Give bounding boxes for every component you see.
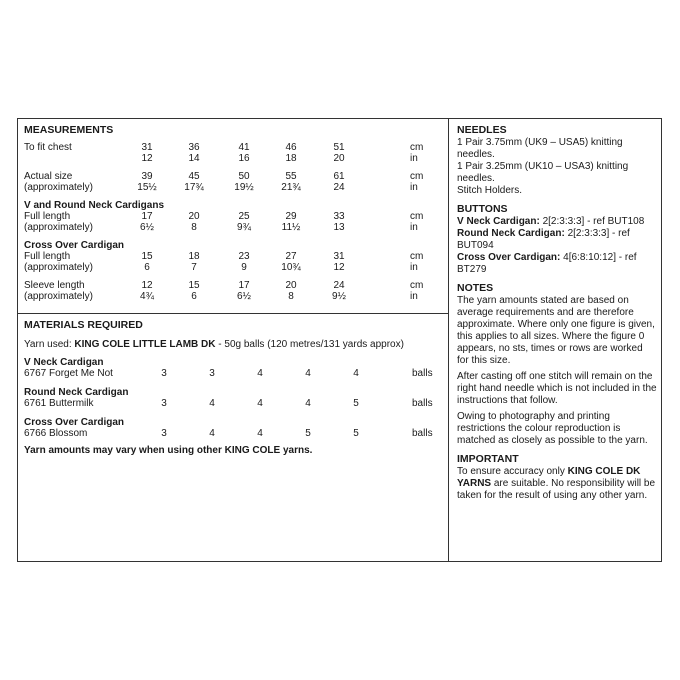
measurement-label: (approximately): [24, 182, 93, 193]
measurement-value: 25: [238, 211, 250, 222]
material-quantity: 4: [353, 368, 359, 379]
measurement-value: 24: [333, 280, 345, 291]
button-item-detail: 4[6:8:10:12] - ref BT279: [457, 252, 637, 275]
measurements-subheading: Cross Over Cardigan: [24, 240, 125, 251]
measurement-row: [24, 153, 444, 165]
button-item-round-neck: [457, 228, 657, 252]
material-quantity: 5: [353, 428, 359, 439]
measurement-value: 17: [238, 280, 250, 291]
measurement-row: [24, 142, 444, 154]
measurement-label: To fit chest: [24, 142, 72, 153]
measurement-value: 8: [191, 222, 197, 233]
measurement-row: [24, 262, 444, 274]
yarn-used-prefix: Yarn used:: [24, 339, 75, 350]
material-shade: 6761 Buttermilk: [24, 398, 94, 409]
material-quantity: 5: [353, 398, 359, 409]
measurement-value: 15½: [137, 182, 157, 193]
materials-heading: MATERIALS REQUIRED: [24, 319, 143, 331]
measurement-value: 46: [285, 142, 297, 153]
button-item-detail: 2[2:3:3:3] - ref BUT108: [539, 216, 645, 227]
measurement-unit: cm: [410, 142, 424, 153]
measurement-value: 20: [285, 280, 297, 291]
material-row: [24, 398, 444, 410]
measurement-unit: cm: [410, 280, 424, 291]
material-quantity: 3: [209, 368, 215, 379]
measurement-unit: in: [410, 222, 418, 233]
measurement-label: Full length: [24, 251, 71, 262]
button-item-name: V Neck Cardigan:: [457, 216, 540, 227]
important-bold: KING COLE DK YARNS: [457, 466, 641, 489]
notes-paragraph-2: After casting off one stitch will remain on the right hand needle which is not included in the instructions that follow.: [457, 371, 657, 406]
measurement-value: 9: [241, 262, 247, 273]
measurement-value: 18: [188, 251, 200, 262]
measurement-row: [24, 222, 444, 234]
button-item-v-neck: [457, 216, 657, 228]
measurement-value: 4¾: [140, 291, 154, 302]
measurement-value: 15: [141, 251, 153, 262]
measurement-row: [24, 182, 444, 194]
material-quantity: 4: [305, 368, 311, 379]
measurements-heading: MEASUREMENTS: [24, 124, 114, 136]
measurement-value: 6½: [237, 291, 251, 302]
important-section: [457, 453, 657, 502]
needles-heading: NEEDLES: [457, 124, 507, 136]
yarn-used-suffix: - 50g balls (120 metres/131 yards approx): [215, 339, 404, 350]
material-quantity: 4: [257, 368, 263, 379]
column-divider: [448, 119, 449, 561]
measurement-value: 36: [188, 142, 200, 153]
measurement-value: 50: [238, 171, 250, 182]
measurement-value: 12: [141, 280, 153, 291]
needles-line-2: 1 Pair 3.25mm (UK10 – USA3) knitting needles.: [457, 161, 629, 184]
measurement-value: 12: [333, 262, 345, 273]
material-quantity: 4: [305, 398, 311, 409]
measurement-value: 20: [188, 211, 200, 222]
measurement-row: [24, 280, 444, 292]
material-unit: balls: [412, 398, 433, 409]
measurement-value: 6: [191, 291, 197, 302]
material-row: [24, 368, 444, 380]
measurement-label: (approximately): [24, 291, 93, 302]
measurement-unit: cm: [410, 251, 424, 262]
notes-section: [457, 282, 657, 447]
material-shade: 6766 Blossom: [24, 428, 88, 439]
buttons-heading: BUTTONS: [457, 203, 508, 215]
material-quantity: 4: [209, 398, 215, 409]
measurement-value: 24: [333, 182, 345, 193]
buttons-section: [457, 203, 657, 276]
measurement-label: (approximately): [24, 222, 93, 233]
material-shade: 6767 Forget Me Not: [24, 368, 113, 379]
measurement-value: 29: [285, 211, 297, 222]
pattern-info-panel: [17, 118, 662, 562]
measurements-section: [24, 125, 444, 310]
measurement-value: 27: [285, 251, 297, 262]
measurement-value: 8: [288, 291, 294, 302]
material-quantity: 3: [161, 428, 167, 439]
measurement-value: 12: [141, 153, 153, 164]
material-quantity: 3: [161, 368, 167, 379]
measurement-value: 14: [188, 153, 200, 164]
measurement-value: 7: [191, 262, 197, 273]
measurement-value: 17: [141, 211, 153, 222]
measurement-value: 41: [238, 142, 250, 153]
measurement-value: 31: [141, 142, 153, 153]
measurement-value: 15: [188, 280, 200, 291]
material-group-title: Cross Over Cardigan: [24, 417, 125, 428]
material-group-title: V Neck Cardigan: [24, 357, 104, 368]
notes-paragraph-1: The yarn amounts stated are based on average requirements and are therefore approximate. Where only one figure is given, this applies to all sizes. Where the figure 0 appears, no sts, times or rows are worked for this size.: [457, 295, 655, 366]
notes-paragraph-3: Owing to photography and printing restrictions the colour reproduction is matched as closely as possible to the yarn.: [457, 411, 648, 446]
yarn-note: Yarn amounts may vary when using other KING COLE yarns.: [24, 445, 313, 456]
material-quantity: 4: [257, 428, 263, 439]
material-quantity: 4: [257, 398, 263, 409]
measurement-value: 13: [333, 222, 345, 233]
material-row: [24, 428, 444, 440]
measurement-unit: cm: [410, 171, 424, 182]
measurement-value: 45: [188, 171, 200, 182]
button-item-cross-over: [457, 252, 657, 276]
measurement-row: [24, 291, 444, 303]
material-quantity: 5: [305, 428, 311, 439]
measurement-value: 9¾: [237, 222, 251, 233]
measurement-unit: in: [410, 182, 418, 193]
measurements-subheading: V and Round Neck Cardigans: [24, 200, 165, 211]
material-quantity: 3: [161, 398, 167, 409]
button-item-detail: 2[2:3:3:3] - ref BUT094: [457, 228, 630, 251]
important-text: [457, 466, 657, 502]
measurement-unit: in: [410, 291, 418, 302]
measurement-row: [24, 251, 444, 263]
needles-section: [457, 124, 657, 197]
measurement-value: 19½: [234, 182, 254, 193]
material-unit: balls: [412, 428, 433, 439]
measurement-value: 23: [238, 251, 250, 262]
measurement-unit: cm: [410, 211, 424, 222]
important-prefix: To ensure accuracy only: [457, 466, 568, 477]
measurement-unit: in: [410, 153, 418, 164]
measurement-label: Actual size: [24, 171, 73, 182]
material-group-title: Round Neck Cardigan: [24, 387, 129, 398]
measurement-value: 6: [144, 262, 150, 273]
material-unit: balls: [412, 368, 433, 379]
measurement-value: 11½: [281, 222, 301, 233]
needles-line-1: 1 Pair 3.75mm (UK9 – USA5) knitting needles.: [457, 137, 623, 160]
measurement-value: 51: [333, 142, 345, 153]
important-heading: IMPORTANT: [457, 453, 519, 465]
measurement-value: 18: [285, 153, 297, 164]
measurement-value: 39: [141, 171, 153, 182]
materials-section: [24, 320, 444, 560]
measurement-value: 10¾: [281, 262, 301, 273]
measurement-value: 55: [285, 171, 297, 182]
measurement-value: 9½: [332, 291, 346, 302]
notes-heading: NOTES: [457, 282, 494, 294]
measurement-value: 33: [333, 211, 345, 222]
yarn-name: KING COLE LITTLE LAMB DK: [74, 339, 216, 350]
right-column: [457, 124, 657, 508]
measurement-value: 17¾: [184, 182, 204, 193]
needles-line-3: Stitch Holders.: [457, 185, 523, 196]
measurement-unit: in: [410, 262, 418, 273]
measurement-value: 16: [238, 153, 250, 164]
material-quantity: 4: [209, 428, 215, 439]
measurement-label: Sleeve length: [24, 280, 85, 291]
measurement-value: 20: [333, 153, 345, 164]
measurement-label: (approximately): [24, 262, 93, 273]
button-item-name: Cross Over Cardigan:: [457, 252, 561, 263]
measurement-value: 21¾: [281, 182, 301, 193]
important-suffix: are suitable. No responsibility will be taken for the result of using any other yarn.: [457, 478, 656, 501]
measurement-row: [24, 211, 444, 223]
measurement-value: 31: [333, 251, 345, 262]
button-item-name: Round Neck Cardigan:: [457, 228, 565, 239]
measurement-value: 61: [333, 171, 345, 182]
measurement-value: 6½: [140, 222, 154, 233]
measurement-label: Full length: [24, 211, 71, 222]
yarn-used-line: [24, 339, 404, 351]
section-divider: [18, 313, 448, 314]
measurement-row: [24, 171, 444, 183]
